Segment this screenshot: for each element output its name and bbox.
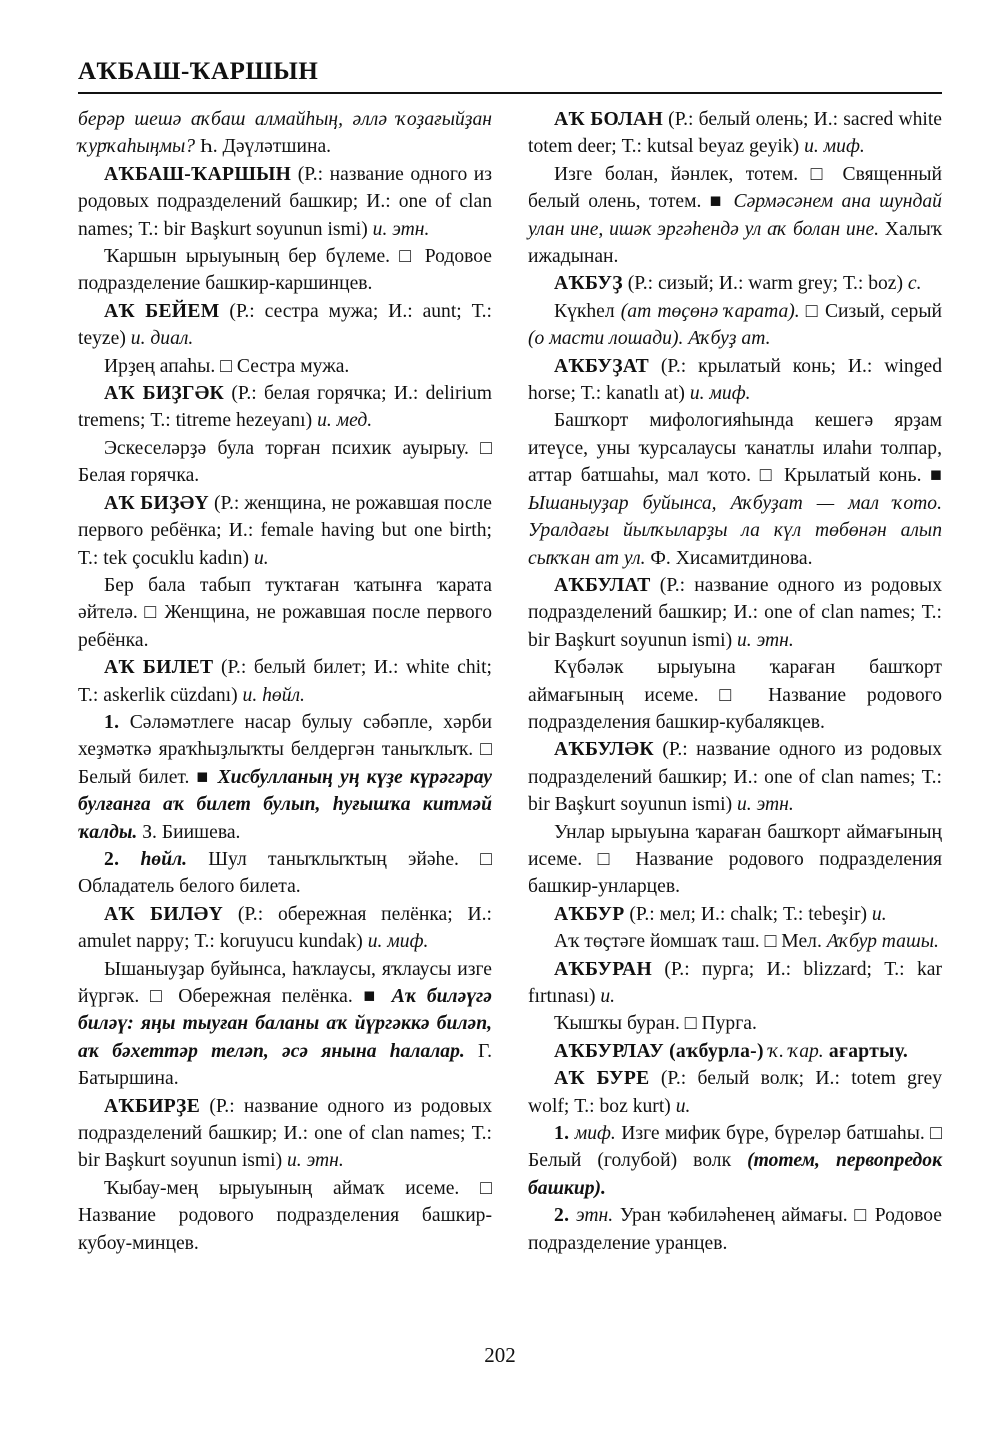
grammar-label: ҡ. ҡар. [763, 1040, 824, 1062]
translations: (Р.: название одного из родовых подразделений башкир; И.: one of clan names; Т.: bir Başkurt soyunun ismi) [528, 574, 942, 651]
headword: АҠБУРЛАУ (аҡбурла-) [554, 1040, 764, 1062]
definition: Күбәләк ырыуына ҡараған башҡорт аймағының исеме. □ Название родового подразделения башкир-кубалякцев. [528, 657, 942, 733]
headword: АҠБУҘ [554, 273, 623, 295]
example-text: (о масти лошади). Аҡбуҙ ат. [528, 328, 771, 350]
definition: Ҡыбау-мең ырыуының аймаҡ исеме. □ Название родового подразделения башкир-кубоу-минцев. [78, 1177, 492, 1254]
definition [78, 709, 492, 846]
sense-number: 2. [554, 1205, 570, 1227]
translations: (Р.: обережная пелёнка; И.: amulet nappy; Т.: koruyucu kundak) [78, 903, 492, 953]
entry-head [528, 106, 942, 161]
example-text: Хисбулланың уң күҙе күрәгәрау булғанға аҡ билет булып, һуғышҡа китмәй ҡалды. [78, 766, 493, 843]
definition [78, 956, 492, 1093]
definition: Эскеселәрҙә була торған психик ауырыу. □ Белая горячка. [78, 437, 492, 487]
definition-text: Шул таныҡлыҡтың эйәһе. □ Обладатель белого билета. [78, 848, 492, 898]
grammar-label: и. [600, 986, 616, 1007]
entry-head [78, 298, 492, 353]
definition-text: Аҡ төҫтәге йомшаҡ таш. □ Мел. [554, 931, 827, 953]
usage-note: (тотем, первопредок башкир). [528, 1150, 943, 1199]
translations: (Р.: белая горячка; И.: delirium tremens; Т.: titreme hezeyanı) [78, 383, 493, 432]
entry-head [528, 901, 942, 928]
definition [78, 846, 492, 901]
grammar-label: и. этн. [372, 218, 430, 240]
definition [528, 161, 942, 271]
translations: (Р.: белый олень; И.: sacred white totem deer; Т.: kutsal beyaz geyik) [528, 109, 942, 158]
entry-head [78, 1093, 492, 1175]
running-header: АҠБАШ-ҠАРШЫН [78, 58, 319, 85]
translations: (Р.: сестра мужа; И.: aunt; Т.: teyze) [78, 300, 492, 350]
definition: Унлар ырыуына ҡараған башҡорт аймағының исеме. □ Название родового подразделения башкир-унларцев. [528, 821, 942, 898]
headword: АҠ БИҘГӘК [104, 383, 225, 405]
translations: (Р.: название одного из родовых подразделений башкир; И.: one of clan names; Т.: bir Başkurt soyunun ismi) [78, 1095, 492, 1172]
grammar-label: и. миф. [367, 931, 429, 953]
source-text: Г. Батыршина. [78, 1040, 492, 1090]
headword: АҠ БОЛАН [554, 109, 664, 130]
headword: АҠБУРАН [554, 958, 652, 980]
grammar-label: и. [871, 903, 887, 925]
headword: АҠБУР [554, 903, 625, 925]
headword: АҠБИРҘЕ [104, 1095, 201, 1117]
entry-head [528, 1065, 942, 1120]
definition-text: Изге мифик бүре, бүреләр батшаһы. □ Белый (голубой) волк [528, 1123, 943, 1172]
grammar-label: и. этн. [737, 629, 794, 651]
translations: (Р.: сизый; И.: warm grey; Т.: boz) [622, 273, 908, 295]
definition-text: □ Сизый, серый [799, 300, 943, 322]
grammar-label: и. миф. [689, 383, 751, 405]
example-text: Сәрмәсәнем ана шундай улан ине, ишәк эргәһендә ул аҡ болан ине. [528, 191, 942, 240]
example-text: берәр шешә аҡбаш алмайһың, әллә ҡоҙағыйҙан ҡурҡаһыңмы? [78, 109, 492, 158]
definition-text: Сәләмәтлеге насар булыу сәбәпле, хәрби хеҙмәткә яраҡһыҙлыҡты белдергән таныҡлыҡ. □ Белый билет. ■ [78, 711, 492, 788]
entry-head [528, 736, 942, 818]
left-column [78, 106, 492, 1257]
translations: (Р.: мел; И.: chalk; Т.: tebeşir) [624, 903, 872, 925]
grammar-label: этн. [569, 1205, 614, 1227]
source-text: Халыҡ ижадынан. [528, 218, 942, 268]
definition: Ҡаршын ырыуының бер бүлеме. □ Родовое подразделение башкир-каршинцев. [78, 246, 492, 295]
entry-head [528, 353, 942, 408]
sense-number: 1. [104, 711, 120, 733]
translations: (Р.: белый билет; И.: white chit; Т.: askerlik cüzdanı) [78, 657, 492, 706]
grammar-label: миф. [569, 1123, 616, 1145]
sense-number: 2. [104, 848, 120, 870]
source-text: Ф. Хисамитдинова. [645, 547, 813, 569]
cross-reference: ағартыу. [823, 1040, 909, 1062]
grammar-label: и. [253, 547, 269, 569]
translations: (Р.: пурга; И.: blizzard; Т.: kar fırtınası) [528, 958, 942, 1007]
definition: Ирҙең апаһы. □ Сестра мужа. [104, 355, 350, 377]
example-text: Аҡ биләүгә биләү: яңы тыуған баланы аҡ йүргәккә биләп, аҡ бәхеттәр теләп, әсә янына һалалар. [78, 986, 492, 1062]
entry-head [528, 270, 942, 297]
headword: АҠ БИҘӘҮ [104, 492, 209, 514]
source-text: З. Биишева. [137, 821, 241, 843]
entry-head [78, 380, 492, 435]
headword: АҠ БИЛЕТ [104, 657, 214, 679]
entry-head [78, 490, 492, 572]
source-text: Һ. Дәүләтшина. [195, 136, 332, 158]
usage-note: (ат төҫөнә ҡарата). [620, 300, 800, 322]
grammar-label: с. [907, 273, 922, 295]
definition [528, 1202, 942, 1257]
definition-text: Күкһел [554, 300, 621, 322]
headword: АҠБАШ-ҠАРШЫН [104, 163, 292, 185]
grammar-label: и. этн. [287, 1150, 344, 1172]
headword: АҠБУЛӘК [554, 739, 654, 761]
entry-head [78, 901, 492, 956]
example-text: Аҡбур ташы. [826, 931, 939, 953]
grammar-label: и. диал. [130, 328, 194, 350]
grammar-label: и. [675, 1095, 691, 1117]
definition-text: Ышаныуҙар буйынса, һаҡлаусы, яҡлаусы изге йүргәк. □ Обережная пелёнка. ■ [78, 958, 492, 1007]
translations: (Р.: название одного из родовых подразделений башкир; И.: one of clan names; Т.: bir Başkurt soyunun ismi) [528, 739, 942, 816]
header-rule [78, 92, 942, 94]
entry-head [78, 654, 492, 709]
sense-number: 1. [554, 1123, 570, 1145]
entry-continuation [78, 106, 492, 161]
page-number: 202 [484, 1343, 516, 1367]
entry-head [528, 572, 942, 654]
entry-head [78, 161, 492, 243]
grammar-label: и. мед. [317, 410, 373, 432]
entry-head [528, 956, 942, 1011]
definition [528, 1120, 942, 1202]
grammar-label: и. һөйл. [242, 684, 305, 706]
right-column [528, 106, 942, 1257]
definition [528, 928, 942, 955]
definition-text: Изге болан, йәнлек, тотем. □ Священный белый олень, тотем. ■ [528, 163, 942, 213]
translations: (Р.: крылатый конь; И.: winged horse; Т.: kanatlı at) [528, 355, 942, 405]
headword: АҠ БЕЙЕМ [104, 300, 220, 322]
definition: Ҡышҡы буран. □ Пурга. [554, 1013, 757, 1035]
definition [528, 298, 942, 353]
example-text: Ышаныуҙар буйынса, Аҡбуҙат — мал ҡото. Уралдағы йылҡыларҙы ла күл төбөнән алып сыҡҡан ат ул. [528, 492, 942, 569]
translations: (Р.: женщина, не рожавшая после первого ребёнка; И.: female having but one birth; Т.: tek çocuklu kadın) [78, 492, 492, 569]
entry-head [528, 1038, 942, 1065]
headword: АҠБУҘАТ [554, 355, 649, 377]
headword: АҠ БУРЕ [554, 1068, 650, 1090]
definition-text: Башҡорт мифологияһында кешегә ярҙам итеүсе, уны ҡурсалаусы ҡанатлы илаһи толпар, аттар батшаһы, мал ҡото. □ Крылатый конь. ■ [528, 410, 942, 487]
definition [528, 407, 942, 571]
translations: (Р.: белый волк; И.: totem grey wolf; Т.: boz kurt) [528, 1068, 942, 1117]
translations: (Р.: название одного из родовых подразделений башкир; И.: one of clan names; Т.: bir Başkurt soyunun ismi) [78, 163, 492, 240]
grammar-label: и. этн. [737, 794, 794, 816]
definition-text: Уран ҡәбиләһенең аймағы. □ Родовое подразделение уранцев. [528, 1205, 942, 1254]
grammar-label: и. миф. [804, 136, 865, 158]
headword: АҠ БИЛӘҮ [104, 903, 224, 925]
grammar-label: һөйл. [119, 848, 188, 870]
definition: Бер бала табып туҡтаған ҡатынға ҡарата әйтелә. □ Женщина, не рожавшая после первого ребёнка. [78, 574, 492, 651]
headword: АҠБУЛАТ [554, 574, 651, 596]
